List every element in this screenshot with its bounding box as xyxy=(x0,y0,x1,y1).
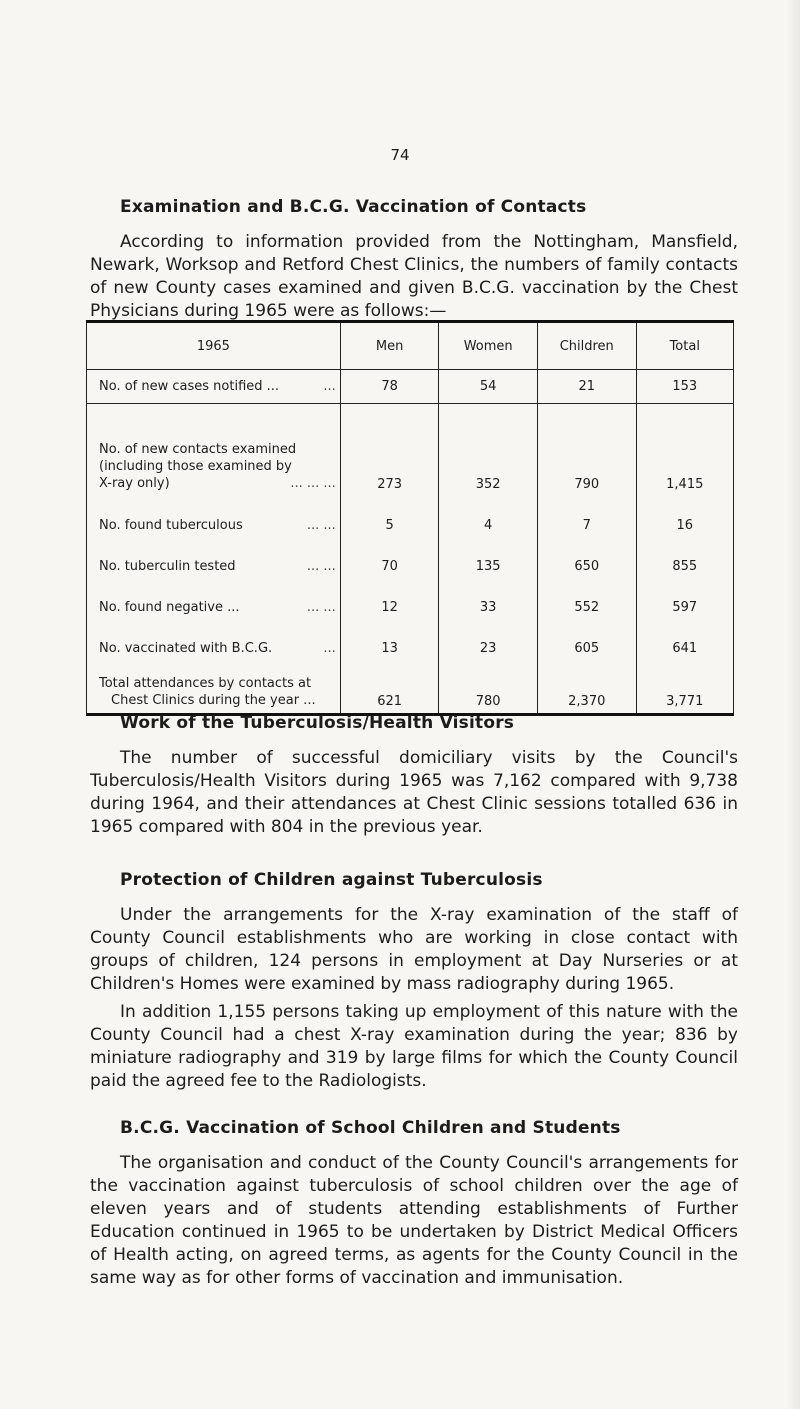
leader-dots: ... ... ... xyxy=(290,476,336,491)
leader-dots: ... xyxy=(323,379,336,394)
cell-total: 597 xyxy=(636,576,733,617)
table-row-found-tuberculous xyxy=(87,494,734,535)
header-men: Men xyxy=(340,322,439,370)
row-label-text: No. of new cases notified ... xyxy=(99,379,280,394)
row-label-line-1: No. of new contacts examined xyxy=(99,442,297,457)
cell-men: 12 xyxy=(340,576,439,617)
paragraph-protection-1: Under the arrangements for the X-ray examination of the staff of County Council establishments who are working in close contact with groups of children, 124 persons in employment at Day Nurseries or at Children's Homes were examined by mass radiography during 1965. xyxy=(90,905,738,994)
paragraph-health-visitors: The number of successful domiciliary visits by the Council's Tuberculosis/Health Visitors during 1965 was 7,162 compared with 9,738 during 1964, and their attendances at Chest Clinic sessions totalled 636 in 1965 compared with 804 in the previous year. xyxy=(90,748,738,837)
cell-men: 5 xyxy=(340,494,439,535)
cell-children: 21 xyxy=(537,370,636,404)
row-label xyxy=(87,370,341,404)
leader-dots: ... xyxy=(323,641,336,656)
header-year: 1965 xyxy=(87,322,341,370)
row-label xyxy=(87,404,341,495)
paragraph-protection-2: In addition 1,155 persons taking up employment of this nature with the County Council had a chest X-ray examination during the year; 836 by miniature radiography and 319 by large films for which the County Council paid the agreed fee to the Radiologists. xyxy=(90,1002,738,1091)
row-label xyxy=(87,658,341,715)
row-label xyxy=(87,617,341,658)
paragraph-bcg-school: The organisation and conduct of the County Council's arrangements for the vaccination against tuberculosis of school children over the age of eleven years and of students attending establishments of Further Education continued in 1965 to be undertaken by District Medical Officers of Health acting, on agreed terms, as agents for the County Council in the same way as for other forms of vaccination and immunisation. xyxy=(90,1153,738,1288)
table-header-row xyxy=(87,322,734,370)
cell-women: 54 xyxy=(439,370,538,404)
row-label xyxy=(87,576,341,617)
cell-women: 135 xyxy=(439,535,538,576)
page-number: 74 xyxy=(390,146,410,164)
paragraph-contacts-intro: According to information provided from the Nottingham, Mansfield, Newark, Worksop and Retford Chest Clinics, the numbers of family contacts of new County cases examined and given B.C.G. vaccination by the Chest Physicians during 1965 were as follows:— xyxy=(90,232,738,321)
cell-women: 352 xyxy=(439,404,538,495)
cell-women: 33 xyxy=(439,576,538,617)
cell-total: 153 xyxy=(636,370,733,404)
cell-total: 3,771 xyxy=(636,658,733,715)
cell-children: 7 xyxy=(537,494,636,535)
leader-dots: ... ... xyxy=(306,600,336,615)
cell-women: 4 xyxy=(439,494,538,535)
table-row-cases-notified xyxy=(87,370,734,404)
header-women: Women xyxy=(439,322,538,370)
row-label-text: No. found tuberculous xyxy=(99,518,243,533)
leader-dots: ... ... xyxy=(306,559,336,574)
table-row-contacts-examined xyxy=(87,404,734,495)
cell-women: 23 xyxy=(439,617,538,658)
row-label-text: No. found negative ... xyxy=(99,600,240,615)
heading-protection-children: Protection of Children against Tuberculosis xyxy=(120,870,543,890)
cell-men: 273 xyxy=(340,404,439,495)
heading-health-visitors: Work of the Tuberculosis/Health Visitors xyxy=(120,713,515,733)
cell-total: 641 xyxy=(636,617,733,658)
cell-children: 790 xyxy=(537,404,636,495)
cell-men: 13 xyxy=(340,617,439,658)
header-total: Total xyxy=(636,322,733,370)
row-label xyxy=(87,494,341,535)
row-label xyxy=(87,535,341,576)
heading-bcg-school-children: B.C.G. Vaccination of School Children and Students xyxy=(120,1118,621,1138)
row-label-line-1: Total attendances by contacts at xyxy=(99,676,312,691)
cell-men: 78 xyxy=(340,370,439,404)
table-row-vaccinated-bcg xyxy=(87,617,734,658)
cell-total: 16 xyxy=(636,494,733,535)
table-row-total-attendances xyxy=(87,658,734,715)
page-edge-shadow xyxy=(786,0,800,1409)
row-label-line-2: Chest Clinics during the year ... xyxy=(111,693,316,708)
row-label-text: No. tuberculin tested xyxy=(99,559,236,574)
cell-women: 780 xyxy=(439,658,538,715)
cell-children: 552 xyxy=(537,576,636,617)
cell-children: 605 xyxy=(537,617,636,658)
cell-men: 621 xyxy=(340,658,439,715)
leader-dots: ... ... xyxy=(306,518,336,533)
contacts-table xyxy=(86,320,734,716)
table-row-tuberculin-tested xyxy=(87,535,734,576)
cell-total: 1,415 xyxy=(636,404,733,495)
row-label-text: No. vaccinated with B.C.G. xyxy=(99,641,273,656)
cell-total: 855 xyxy=(636,535,733,576)
cell-children: 650 xyxy=(537,535,636,576)
row-label-line-3: X-ray only) xyxy=(99,476,170,491)
heading-examination-bcg-contacts: Examination and B.C.G. Vaccination of Contacts xyxy=(120,197,587,217)
header-children: Children xyxy=(537,322,636,370)
table-row-found-negative xyxy=(87,576,734,617)
row-label-line-2: (including those examined by xyxy=(99,459,292,474)
cell-men: 70 xyxy=(340,535,439,576)
cell-children: 2,370 xyxy=(537,658,636,715)
